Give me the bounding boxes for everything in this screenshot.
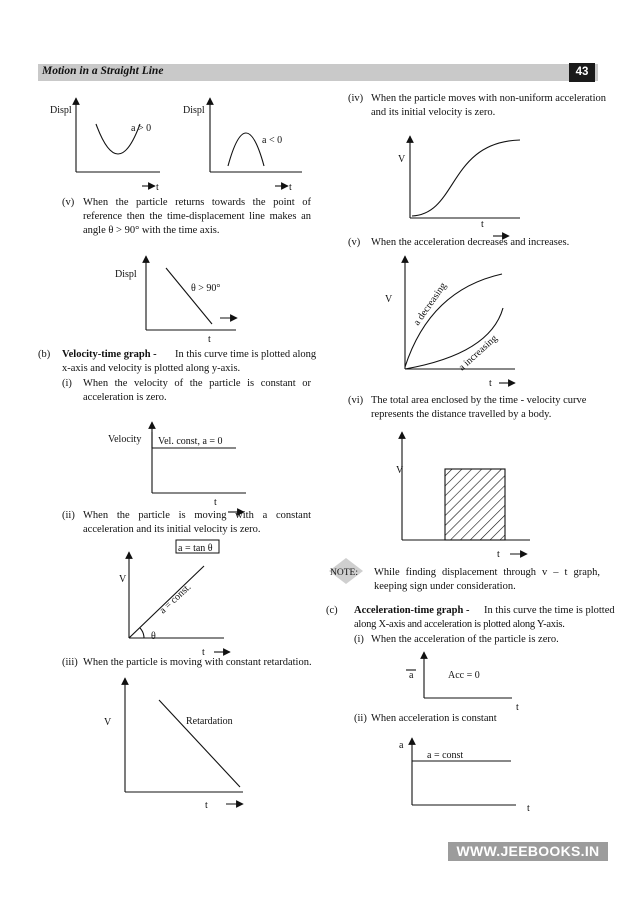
y-label: V [104,717,112,728]
text-line: When the velocity of the particle is constant or [83,378,311,389]
text-line: When the particle moves with non-uniform acceleration [371,93,606,104]
graph-nonuniform [410,136,520,236]
note-text: keeping sign under consideration. [374,581,516,592]
x-label: t [497,549,500,560]
text-line: represents the distance travelled by a body. [371,409,552,420]
angle-arc [140,628,144,638]
text-line: acceleration is zero. [83,392,167,403]
note-badge-label: NOTE: [330,568,358,578]
text-line: When acceleration is constant [371,713,497,724]
text-line: When the particle is moving with a constant [83,510,311,521]
line-label: Retardation [186,716,233,727]
y-label: a [409,670,414,681]
y-label: a [399,740,404,751]
text-line: along X-axis and acceleration is plotted along Y-axis. [354,619,565,630]
graph-neg-acc [210,98,302,186]
y-label: V [398,154,406,165]
line-label: θ > 90° [191,283,221,294]
section-heading: Acceleration-time graph - [354,605,470,616]
page-number: 43 [569,63,595,82]
x-label: t [527,803,530,814]
y-label: V [119,574,127,585]
text-line: reference then the time-displacement line makes an [83,211,311,222]
x-label: t [208,334,211,345]
s-curve [412,140,520,216]
y-label: Velocity [108,434,142,445]
y-label: V [396,465,404,476]
y-label: V [385,294,393,305]
upper-label: a decreasing [411,280,449,328]
graph-const-a [412,738,516,805]
text-line: and its initial velocity is zero. [371,107,496,118]
text-line: When the acceleration decreases and increases. [371,237,570,248]
x-label: t [289,182,292,193]
item-number: (v) [348,237,361,248]
chapter-title: Motion in a Straight Line [42,65,164,77]
item-number: (ii) [354,713,367,724]
graph-retard [125,678,243,804]
x-label: t [516,702,519,713]
x-label: t [481,219,484,230]
section-heading: Velocity-time graph - [62,349,157,360]
retard-line [159,700,240,787]
item-number: (vi) [348,395,364,406]
text-line: When the particle returns towards the point of [83,197,311,208]
x-label: t [205,800,208,811]
curve-label: a > 0 [131,123,152,134]
lower-label: a increasing [456,332,500,374]
graph-pos-acc [76,98,160,186]
line-label: a = const [427,750,464,761]
section-number: (c) [326,605,338,616]
section-number: (b) [38,349,51,360]
text-line: When the particle is moving with constant retardation. [83,657,312,668]
item-number: (ii) [62,510,75,521]
watermark: WWW.JEEBOOKS.IN [448,842,608,861]
hatched-area [445,469,505,540]
text-line: In this curve the time is plotted [484,605,615,616]
item-number: (i) [62,378,72,389]
angle-label: θ [151,631,156,642]
line-label: a = const. [157,581,194,617]
item-number: (v) [62,197,75,208]
y-label: Displ [183,105,205,116]
line-label: Acc = 0 [448,670,480,681]
item-number: (iii) [62,657,78,668]
text-line: x-axis and velocity is plotted along y-axis. [62,363,241,374]
text-line: acceleration and its initial velocity is zero. [83,524,261,535]
x-label: t [202,647,205,658]
line-label: Vel. const, a = 0 [158,436,223,447]
curve-downward [228,133,264,166]
graph-area [402,432,530,554]
x-label: t [156,182,159,193]
text-line: When the acceleration of the particle is zero. [371,634,559,645]
text-line: The total area enclosed by the time - velocity curve [371,395,587,406]
text-line: angle θ > 90° with the time axis. [83,225,220,236]
note-text: While finding displacement through v – t graph, [374,567,600,578]
curve-label: a < 0 [262,135,283,146]
x-label: t [214,497,217,508]
item-number: (i) [354,634,364,645]
item-number: (iv) [348,93,364,104]
line-obtuse [166,268,212,324]
y-label: Displ [115,269,137,280]
y-label: Displ [50,105,72,116]
text-line: In this curve time is plotted along [175,349,317,360]
x-label: t [489,378,492,389]
box-label: a = tan θ [178,543,213,554]
